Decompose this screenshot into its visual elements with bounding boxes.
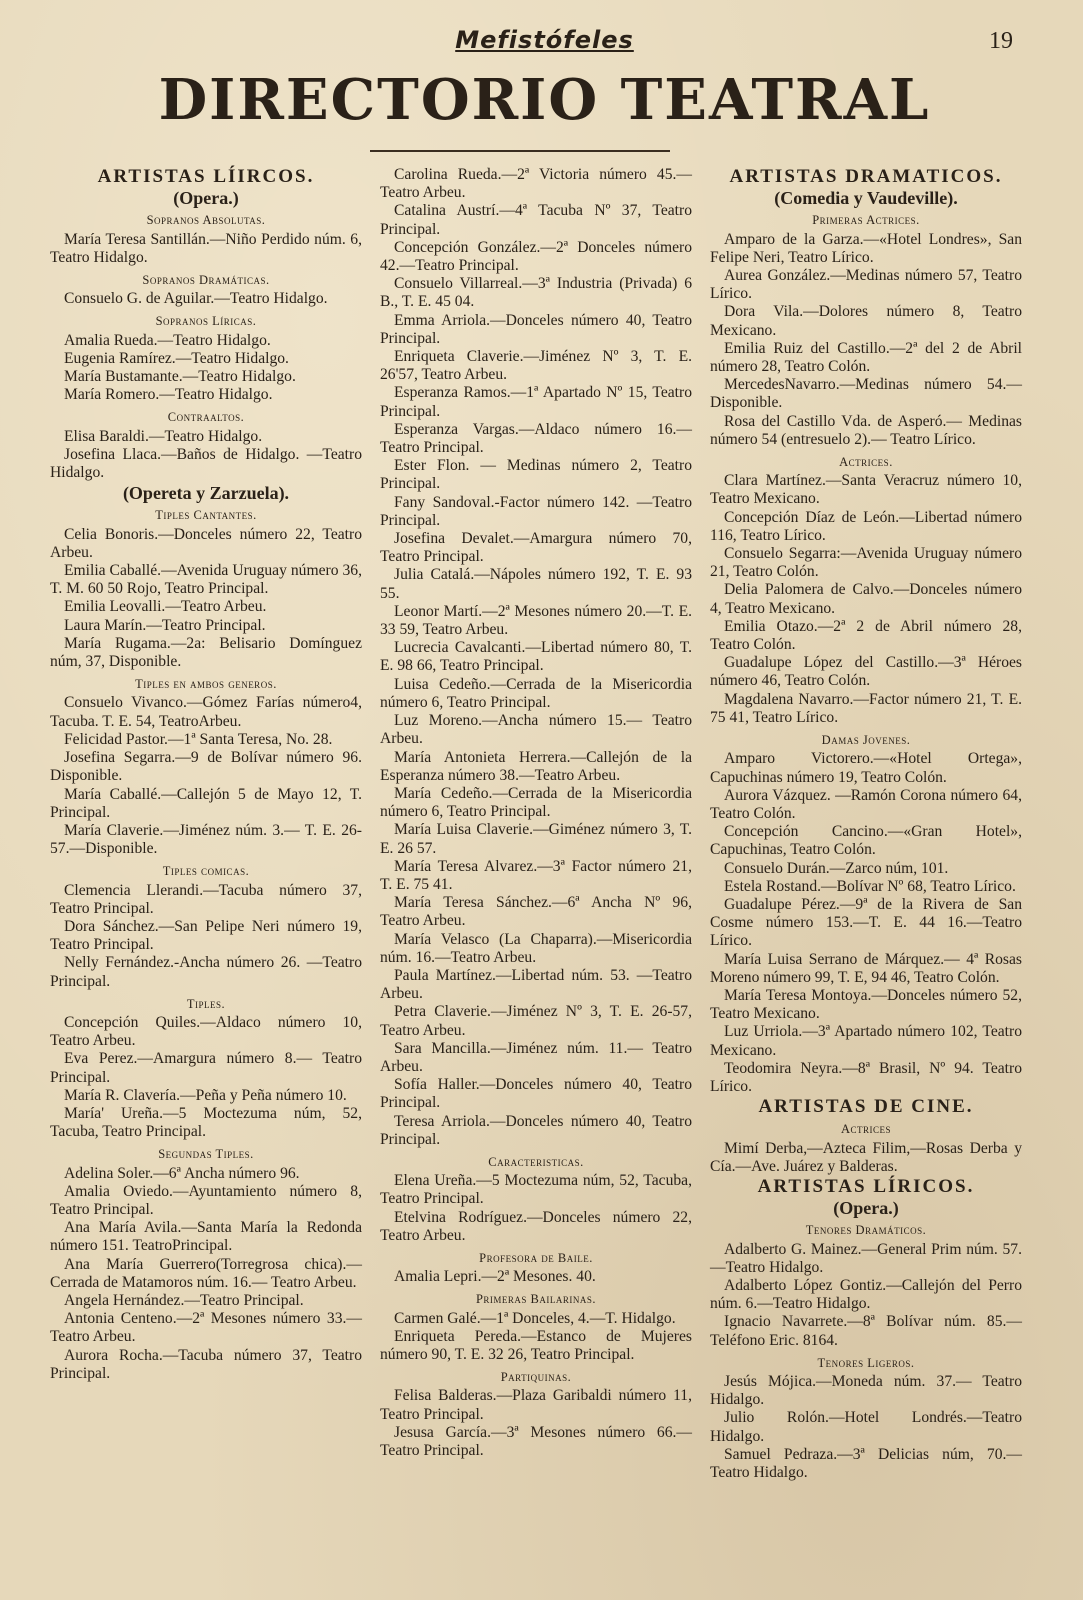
directory-entry: Aurea González.—Medinas número 57, Teatro Lírico. [710, 267, 1022, 303]
category-heading: Caracteristicas. [488, 1154, 584, 1169]
directory-entry: Lucrecia Cavalcanti.—Libertad número 80, T. E. 98 66, Teatro Principal. [380, 639, 692, 675]
directory-entry: Consuelo Durán.—Zarco núm, 101. [724, 859, 949, 877]
directory-entry: Felicidad Pastor.—1ª Santa Teresa, No. 28. [64, 730, 333, 748]
directory-entry: Amalia Lepri.—2ª Mesones. 40. [394, 1268, 596, 1286]
directory-entry: Dora Sánchez.—San Pelipe Neri número 19, Teatro Principal. [50, 917, 362, 954]
directory-entry: Delia Palomera de Calvo.—Donceles número 4, Teatro Mexicano. [710, 581, 1022, 617]
directory-entry: Carmen Galé.—1ª Donceles, 4.—T. Hidalgo. [394, 1309, 676, 1327]
column-3 [710, 166, 1022, 1482]
title-divider [370, 150, 670, 152]
directory-entry: Nelly Fernández.-Ancha número 26. —Teatro Principal. [50, 954, 362, 990]
directory-entry: Petra Claverie.—Jiménez Nº 3, T. E. 26-57, Teatro Arbeu. [380, 1003, 692, 1039]
directory-entry: Guadalupe López del Castillo.—3ª Héroes número 46, Teatro Colón. [710, 654, 1022, 690]
category-heading: Contraaltos. [167, 410, 245, 425]
directory-entry: Concepción González.—2ª Donceles número 42.—Teatro Principal. [380, 238, 692, 275]
category-heading: Sopranos Dramáticas. [142, 273, 270, 288]
directory-entry: Leonor Martí.—2ª Mesones número 20.—T. E. 33 59, Teatro Arbeu. [380, 602, 692, 639]
category-heading: Partiquinas. [500, 1370, 572, 1385]
category-heading: Tenores Ligeros. [817, 1355, 915, 1370]
directory-entry: María Claverie.—Jiménez núm. 3.— T. E. 26-57.—Disponible. [50, 821, 362, 858]
directory-entry: Consuelo Segarra:—Avenida Uruguay número 21, Teatro Colón. [710, 545, 1022, 581]
directory-entry: María Teresa Santillán.—Niño Perdido núm. 6, Teatro Hidalgo. [50, 230, 362, 266]
section-heading: ARTISTAS LÍIRCOS. [97, 166, 315, 187]
directory-entry: María Teresa Alvarez.—3ª Factor número 21, T. E. 75 41. [380, 857, 692, 893]
directory-entry: Teresa Arriola.—Donceles número 40, Teatro Principal. [380, 1112, 692, 1148]
directory-entry: María Luisa Claverie.—Giménez número 3, T. E. 26 57. [380, 821, 692, 857]
directory-columns [50, 166, 1039, 1482]
directory-entry: Jesús Mójica.—Moneda núm. 37.— Teatro Hidalgo. [710, 1373, 1022, 1409]
directory-entry: Paula Martínez.—Libertad núm. 53. —Teatro Arbeu. [380, 966, 692, 1003]
directory-entry: Elisa Baraldi.—Teatro Hidalgo. [64, 427, 263, 445]
group-heading: (Opera.) [173, 188, 239, 209]
directory-entry: MercedesNavarro.—Medinas número 54.—Disponible. [710, 376, 1022, 412]
directory-entry: Josefina Devalet.—Amargura número 70, Teatro Principal. [380, 530, 692, 566]
directory-entry: María Luisa Serrano de Márquez.— 4ª Rosas Moreno número 99, T. E, 94 46, Teatro Colón. [710, 950, 1022, 986]
directory-entry: Consuelo Villarreal.—3ª Industria (Privada) 6 B., T. E. 45 04. [380, 275, 692, 311]
directory-entry: Emilia Caballé.—Avenida Uruguay número 36, T. M. 60 50 Rojo, Teatro Principal. [50, 562, 362, 598]
column-1 [50, 166, 362, 1482]
category-heading: Sopranos Líricas. [155, 314, 257, 329]
directory-entry: Julio Rolón.—Hotel Londrés.—Teatro Hidalgo. [710, 1409, 1022, 1445]
category-heading: Primeras Actrices. [812, 213, 920, 228]
directory-entry: Sara Mancilla.—Jiménez núm. 11.— Teatro Arbeu. [380, 1039, 692, 1075]
directory-entry: María Cedeño.—Cerrada de la Misericordia número 6, Teatro Principal. [380, 784, 692, 821]
category-heading: Sopranos Absolutas. [146, 213, 266, 228]
group-heading: (Comedia y Vaudeville). [774, 188, 958, 209]
directory-entry: Fany Sandoval.-Factor número 142. —Teatro Principal. [380, 493, 692, 529]
directory-entry: María Velasco (La Chaparra).—Misericordia núm. 16.—Teatro Arbeu. [380, 930, 692, 966]
directory-entry: Emilia Ruiz del Castillo.—2ª del 2 de Abril número 28, Teatro Colón. [710, 339, 1022, 376]
directory-entry: María Teresa Montoya.—Donceles número 52, Teatro Mexicano. [710, 986, 1022, 1023]
section-heading: ARTISTAS DE CINE. [758, 1096, 974, 1118]
directory-entry: Ignacio Navarrete.—8ª Bolívar núm. 85.—Teléfono Eric. 8164. [710, 1313, 1022, 1349]
section-heading: ARTISTAS DRAMATICOS. [729, 166, 1003, 187]
directory-entry: Teodomira Neyra.—8ª Brasil, Nº 94. Teatro Lírico. [710, 1059, 1022, 1095]
category-heading: Primeras Bailarinas. [475, 1292, 597, 1307]
directory-entry: María Teresa Sánchez.—6ª Ancha Nº 96, Teatro Arbeu. [380, 894, 692, 930]
directory-entry: Eva Perez.—Amargura número 8.— Teatro Principal. [50, 1050, 362, 1086]
directory-entry: Clara Martínez.—Santa Veracruz número 10, Teatro Mexicano. [710, 472, 1022, 508]
directory-entry: Magdalena Navarro.—Factor número 21, T. E. 75 41, Teatro Lírico. [710, 690, 1022, 726]
directory-entry: Dora Vila.—Dolores número 8, Teatro Mexicano. [710, 303, 1022, 339]
section-heading: ARTISTAS LÍRICOS. [757, 1175, 975, 1197]
directory-entry: Eugenia Ramírez.—Teatro Hidalgo. [64, 349, 289, 367]
category-heading: Segundas Tiples. [158, 1147, 254, 1162]
column-2 [380, 166, 692, 1482]
category-heading: Actrices. [839, 455, 893, 470]
directory-entry: Etelvina Rodríguez.—Donceles número 22, Teatro Arbeu. [380, 1208, 692, 1244]
group-heading: (Opereta y Zarzuela). [122, 483, 290, 504]
category-heading: Actrices [840, 1122, 892, 1137]
directory-entry: María Romero.—Teatro Hidalgo. [64, 386, 273, 404]
directory-entry: Mimí Derba,—Azteca Filim,—Rosas Derba y Cía.—Ave. Juárez y Balderas. [710, 1139, 1022, 1175]
directory-entry: María Rugama.—2a: Belisario Domínguez núm, 37, Disponible. [50, 634, 362, 671]
directory-entry: Amalia Rueda.—Teatro Hidalgo. [64, 331, 271, 349]
directory-entry: María' Ureña.—5 Moctezuma núm, 52, Tacuba, Teatro Principal. [50, 1104, 362, 1141]
directory-entry: Consuelo G. de Aguilar.—Teatro Hidalgo. [64, 290, 328, 308]
directory-entry: Ana María Guerrero(Torregrosa chica).—Cerrada de Matamoros núm. 16.— Teatro Arbeu. [50, 1255, 362, 1291]
page-title: DIRECTORIO TEATRAL [158, 67, 931, 133]
directory-entry: Josefina Llaca.—Baños de Hidalgo. —Teatro Hidalgo. [50, 445, 362, 482]
directory-entry: Emilia Leovalli.—Teatro Arbeu. [64, 598, 267, 616]
directory-entry: Adelina Soler.—6ª Ancha número 96. [64, 1164, 300, 1182]
category-heading: Tiples comicas. [162, 864, 250, 879]
directory-entry: Guadalupe Pérez.—9ª de la Rivera de San Cosme número 153.—T. E. 44 16.—Teatro Lírico. [710, 895, 1022, 950]
directory-entry: Elena Ureña.—5 Moctezuma núm, 52, Tacuba, Teatro Principal. [380, 1172, 692, 1208]
category-heading: Tiples. [186, 996, 226, 1011]
category-heading: Damas Jovenes. [821, 733, 911, 748]
directory-entry: Adalberto G. Mainez.—General Prim núm. 57.—Teatro Hidalgo. [710, 1240, 1022, 1276]
directory-entry: Carolina Rueda.—2ª Victoria número 45.—Teatro Arbeu. [380, 166, 692, 202]
directory-entry: Estela Rostand.—Bolívar Nº 68, Teatro Lírico. [724, 877, 1016, 895]
category-heading: Tiples Cantantes. [155, 508, 257, 523]
directory-entry: Emilia Otazo.—2ª 2 de Abril número 28, Teatro Colón. [710, 617, 1022, 654]
page-number: 19 [989, 28, 1013, 54]
directory-entry: Amalia Oviedo.—Ayuntamiento número 8, Teatro Principal. [50, 1182, 362, 1218]
category-heading: Tenores Dramáticos. [805, 1223, 927, 1238]
directory-entry: Luz Urriola.—3ª Apartado número 102, Teatro Mexicano. [710, 1023, 1022, 1059]
directory-entry: Adalberto López Gontiz.—Callejón del Perro núm. 6.—Teatro Hidalgo. [710, 1276, 1022, 1313]
directory-entry: Amparo de la Garza.—«Hotel Londres», San Felipe Neri, Teatro Lírico. [710, 230, 1022, 266]
directory-entry: Clemencia Llerandi.—Tacuba número 37, Teatro Principal. [50, 881, 362, 917]
directory-entry: Felisa Balderas.—Plaza Garibaldi número 11, Teatro Principal. [380, 1387, 692, 1423]
directory-entry: Esperanza Vargas.—Aldaco número 16.—Teatro Principal. [380, 420, 692, 457]
directory-entry: Laura Marín.—Teatro Principal. [64, 616, 266, 634]
directory-entry: Rosa del Castillo Vda. de Asperó.— Medinas número 54 (entresuelo 2).— Teatro Lírico. [710, 412, 1022, 448]
directory-entry: Celia Bonoris.—Donceles número 22, Teatro Arbeu. [50, 525, 362, 561]
directory-entry: Sofía Haller.—Donceles número 40, Teatro Principal. [380, 1076, 692, 1112]
directory-entry: Aurora Rocha.—Tacuba número 37, Teatro Principal. [50, 1346, 362, 1382]
group-heading: (Opera.) [833, 1198, 899, 1219]
directory-entry: Enriqueta Pereda.—Estanco de Mujeres número 90, T. E. 32 26, Teatro Principal. [380, 1327, 692, 1363]
directory-entry: Concepción Díaz de León.—Libertad número 116, Teatro Lírico. [710, 508, 1022, 544]
directory-entry: Emma Arriola.—Donceles número 40, Teatro Principal. [380, 311, 692, 347]
directory-entry: Ana María Avila.—Santa María la Redonda número 151. TeatroPrincipal. [50, 1219, 362, 1255]
directory-entry: Antonia Centeno.—2ª Mesones número 33.—Teatro Arbeu. [50, 1310, 362, 1346]
directory-entry: María Bustamante.—Teatro Hidalgo. [64, 368, 296, 386]
directory-entry: María Caballé.—Callejón 5 de Mayo 12, T. Principal. [50, 785, 362, 821]
directory-entry: Concepción Cancino.—«Gran Hotel», Capuchinas, Teatro Colón. [710, 823, 1022, 859]
category-heading: Profesora de Baile. [479, 1250, 593, 1265]
directory-entry: Josefina Segarra.—9 de Bolívar número 96. Disponible. [50, 749, 362, 785]
directory-entry: Catalina Austrí.—4ª Tacuba Nº 37, Teatro Principal. [380, 202, 692, 238]
directory-entry: Ester Flon. — Medinas número 2, Teatro Principal. [380, 457, 692, 493]
directory-entry: Luisa Cedeño.—Cerrada de la Misericordia número 6, Teatro Principal. [380, 675, 692, 711]
directory-entry: Amparo Victorero.—«Hotel Ortega», Capuchinas número 19, Teatro Colón. [710, 750, 1022, 786]
page-header [50, 24, 1039, 58]
directory-entry: Aurora Vázquez. —Ramón Corona número 64, Teatro Colón. [710, 786, 1022, 822]
masthead: Mefistófeles [455, 26, 634, 54]
directory-entry: Esperanza Ramos.—1ª Apartado Nº 15, Teatro Principal. [380, 384, 692, 420]
category-heading: Tiples en ambos generos. [135, 677, 277, 692]
directory-entry: Consuelo Vivanco.—Gómez Farías número4, Tacuba. T. E. 54, TeatroArbeu. [50, 694, 362, 730]
directory-entry: Angela Hernández.—Teatro Principal. [64, 1291, 304, 1309]
directory-entry: Jesusa García.—3ª Mesones número 66.—Teatro Principal. [380, 1423, 692, 1460]
directory-entry: Samuel Pedraza.—3ª Delicias núm, 70.—Teatro Hidalgo. [710, 1445, 1022, 1482]
directory-entry: Julia Catalá.—Nápoles número 192, T. E. 93 55. [380, 566, 692, 602]
directory-entry: Luz Moreno.—Ancha número 15.— Teatro Arbeu. [380, 712, 692, 748]
directory-entry: Concepción Quiles.—Aldaco número 10, Teatro Arbeu. [50, 1013, 362, 1050]
directory-entry: María R. Clavería.—Peña y Peña número 10. [64, 1086, 347, 1104]
directory-entry: María Antonieta Herrera.—Callejón de la Esperanza número 38.—Teatro Arbeu. [380, 748, 692, 784]
directory-entry: Enriqueta Claverie.—Jiménez Nº 3, T. E. 26'57, Teatro Arbeu. [380, 348, 692, 384]
